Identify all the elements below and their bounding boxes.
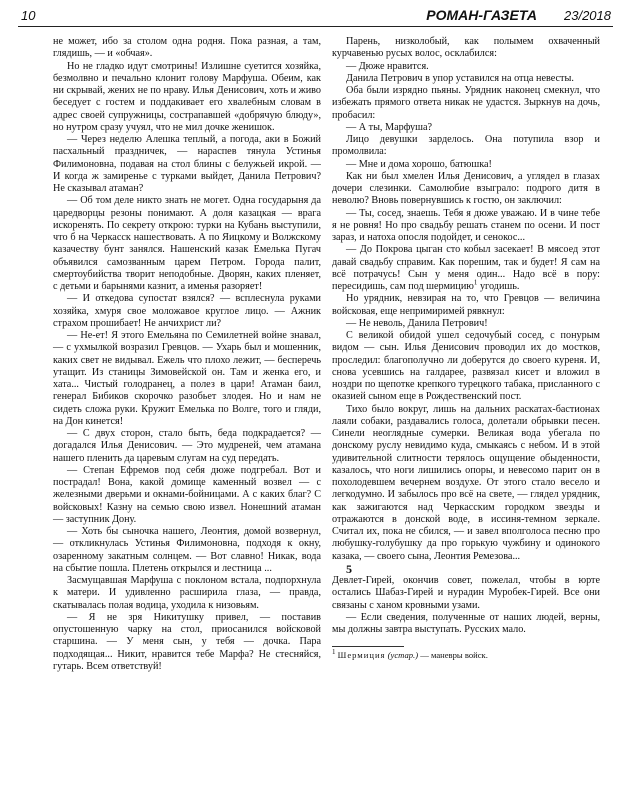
- right-column: [332, 36, 600, 661]
- paragraph: Засмущавшая Марфуша с поклоном встала, подпорхнула к матери. И удивленно расширила глаза, — правда, скатывалась полая водица, уходила к низовьям.: [53, 575, 321, 611]
- paragraph: Как ни был хмелен Илья Денисович, а углядел в глазах дочери слезинки. Самолюбие взыграло: подрого дитя в неволю? Вновь повернувшись к гостю, он заключил:: [332, 170, 600, 207]
- page-number: 10: [21, 8, 36, 23]
- paragraph: — С двух сторон, стало быть, беда подкрадается? — догадался Илья Денисович. — Это мудреней, чем атамана нашего пленить да царевым слугам на суд передать.: [53, 428, 321, 464]
- paragraph: — Не-ет! Я этого Емельяна по Семилетней войне знавал, — с ухмылкой возразил Гревцов. — Ухарь был и мошенник, каких свет не видывал. Ежель что плохо лежит, — бесперечь утащит. Из станицы Зимовейской он. Там и женка его, и хата... Чистый голодранец, а полез в цари! Атаман баил, генерал Бибиков скорочко разобьет злодея. Но и нам не сидеть сложа руки. Кружит Емелька по Волге, того и гляди, на Дон кинется!: [53, 330, 321, 427]
- paragraph: — Об том деле никто знать не могет. Одна государыня да царедворцы резоны понимают. А доля казацкая — врага искоренять. По секрету открою: турки на Кубань выступили, что б на Черкасск нашествовать. А по Яицкому и Волжскому казачеству бунт занялся. Нашенский казак Емелька Пугач объявился самозванным царем Петром. Города палит, смертоубийства творит неподобные. Дворян, каких пленяет, с детьми и барынями казнит, а именья разоряет!: [53, 195, 321, 292]
- paragraph: — Я не зря Никитушку привел, — поставив опустошенную чарку на стол, приосанился войсковой старшина. — У меня сын, у тебя — дочка. Пара подходящая... Никит, нравится тебе Марфа? Не стесняйся, гутарь. Всем ответствуй!: [53, 611, 321, 672]
- paragraph: — Если сведения, полученные от наших людей, верны, мы должны завтра выступать. Русских мало.: [332, 611, 600, 635]
- magazine-title: РОМАН-ГАЗЕТА: [426, 7, 537, 23]
- paragraph: не может, ибо за столом одна родня. Пока разная, а там, глядишь, — и «обчая».: [53, 36, 321, 60]
- paragraph: — Мне и дома хорошо, батюшка!: [346, 158, 492, 170]
- footnote-definition: — маневры войск.: [418, 650, 488, 661]
- paragraph: — Через неделю Алешка теплый, а погода, аки в Божий пасхальный праздничек, — нараспев тянула Устинья Филимоновна, подавая на стол блины с белужьей икрой. — И когда ж замиренье с турками выйдет, Данила Петрович? Не сказывал атаман?: [53, 134, 321, 194]
- paragraph: — Не неволь, Данила Петрович!: [346, 317, 488, 329]
- paragraph: С великой обидой ушел седочубый сосед, с понурым видом — сын. Илья Денисович проводил их до мостков, проследил: благополучно ли доберутся до своего куреня. И, снова усевшись на галдарее, развязал кисет и вложил в ноздри по щепотке крепкого турецкого табака, присланного с оказией сыном еще в Рождественский пост.: [332, 330, 600, 403]
- paragraph: Тихо было вокруг, лишь на дальних раскатах-бастионах лаяли собаки, раздавались голоса, долетали обрывки песен. Синели неоглядные сумерки. Великая вода убегала по донскому руслу невидимо куда, смыкаясь с небом. И в этой удивительной слитности терялось ощущение обыденности, казалось, что ноги лишились опоры, и невесомо парит он в похолодевшем вечернем воздухе. От этого стало весело и легкодумно. И забылось про всё на свете, — глядел урядник, как зажигаются над Черкасским городком звезды и отражаются в донской воде, в иссиня-темном зеркале. Считал их, пока не сбился, — и завел вполголоса песню про любушку-голубушку да про горькую чужбину и одинокого казака, — своего сына, Леонтия Ремезова...: [332, 403, 600, 562]
- paragraph: — А ты, Марфуша?: [346, 121, 433, 133]
- paragraph: — Степан Ефремов под себя дюже подгребал. Вот и пострадал! Вона, какой домище каменный возвел — с железными дверьми и окнами-бойницами. А с каких благ? С войсковых! Казну на семью свою извел. Нонешний атаман — заступник Дону.: [53, 464, 321, 525]
- paragraph: Девлет-Гирей, окончив совет, пожелал, чтобы в юрте остались Шабаз-Гирей и нурадин Муробек-Гирей. Все они связаны с ханом кровными узами.: [332, 575, 600, 611]
- paragraph-text: — До Покрова цыган сто кобыл засекает! В мясоед этот давай свадьбу справим. Как порешим, так и будет! Я сам на всё потрачусь! Сын у меня один... Надо всё в пору: пересидишь, сам под шермицию: [332, 244, 600, 292]
- paragraph: Но не гладко идут смотрины! Излишне суетится хозяйка, безмолвно и печально клонит голову Марфуша. Обеим, как ни скрывай, жених не по нраву. Илья Денисович, хоть и живо беседует с гостем и поддакивает его хвалебным словам в адрес своей супружницы, сострапавшей «добрячую блюду», но нутром сразу учуял, что не мил дочке женишок.: [53, 60, 321, 133]
- section-number: 5: [346, 561, 352, 576]
- paragraph: — Ты, сосед, знаешь. Тебя я дюже уважаю. И в чине тебе я не ровня! Но про свадьбу решать станем по осени. И пост зараз, и натоха опосля подойдет, и сенокос...: [332, 207, 600, 243]
- paragraph: [332, 244, 600, 293]
- paragraph-text-tail: угодишь.: [477, 281, 520, 292]
- paragraph: Но урядник, невзирая на то, что Гревцов — величина войсковая, еще непримиримей рявкнул:: [332, 293, 600, 317]
- paragraph: Оба были изрядно пьяны. Урядник наконец смекнул, что избежать прямого ответа никак не удастся. Зыркнув на дочь, пробасил:: [332, 85, 600, 121]
- paragraph: Данила Петрович в упор уставился на отца невесты.: [346, 72, 574, 84]
- paragraph: — И откедова супостат взялся? — всплеснула руками хозяйка, хмуря свое моложавое круглое лицо. — Ажник страхом прошибает! Не анчихрист ли?: [53, 293, 321, 329]
- page-header: [18, 4, 613, 27]
- paragraph: — Дюже нравится.: [346, 60, 429, 72]
- footnote-divider: [332, 646, 404, 647]
- paragraph: Парень, низколобый, как полымем охваченный курчавенью русых волос, осклабился:: [332, 36, 600, 60]
- left-column: [53, 36, 321, 673]
- footnote-number: 1: [332, 648, 336, 657]
- issue-number: 23/2018: [564, 8, 611, 23]
- footnote: [332, 650, 600, 661]
- footnote-ref: 1: [473, 278, 478, 287]
- footnote-label: (устар.): [387, 650, 419, 661]
- footnote-term: Шермиция: [337, 650, 386, 661]
- paragraph: — Хоть бы сыночка нашего, Леонтия, домой возвернул, — откликнулась Устинья Филимоновна, подходя к окну, озаренному закатным солнцем. — Вот славно! Никак, вода на сбытие пошла. Плетень открылся и лестница ...: [53, 526, 321, 574]
- paragraph: Лицо девушки зарделось. Она потупила взор и промолвила:: [332, 134, 600, 158]
